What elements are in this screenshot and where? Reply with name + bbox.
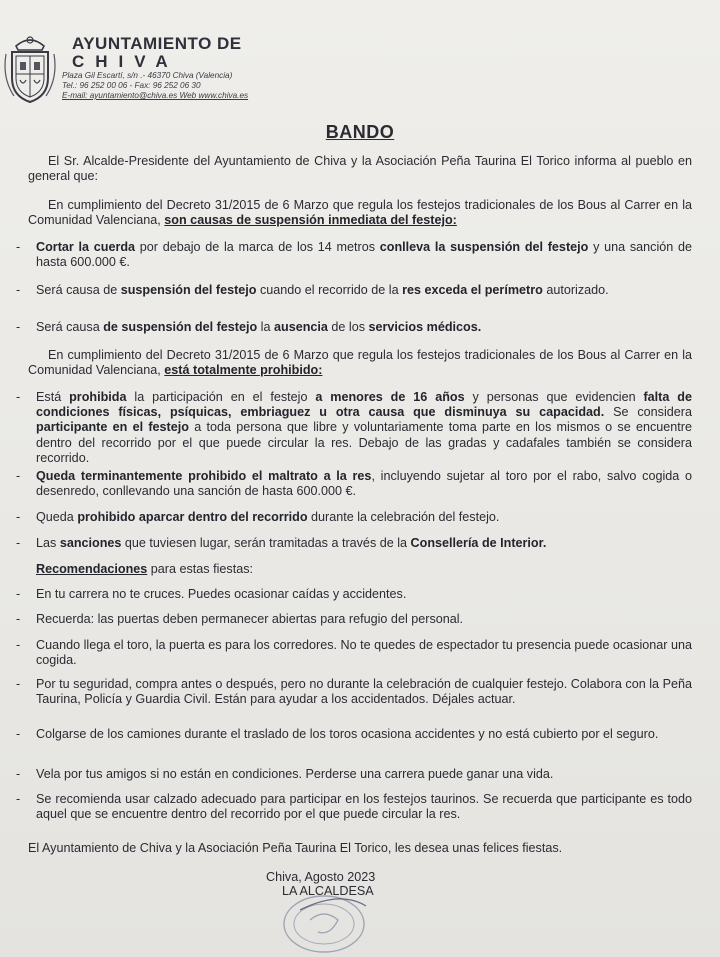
item-bold: ausencia [274, 320, 328, 334]
recommendation-item: Recuerda: las puertas deben permanecer abiertas para refugio del personal. [36, 612, 464, 626]
recommendations-heading [36, 562, 692, 577]
bullet-dash: - [16, 727, 21, 741]
org-name-line1: AYUNTAMIENTO DE [72, 34, 242, 53]
signature-place-date: Chiva, Agosto 2023 [266, 870, 376, 884]
item-text: que tuviesen lugar, serán tramitadas a través de la [121, 536, 411, 550]
section1-item-3 [36, 320, 692, 335]
item-bold: prohibido aparcar dentro del recorrido [77, 510, 308, 524]
item-bold: Queda terminantemente prohibido el maltrato a la res [36, 469, 372, 483]
item-text: Las [36, 536, 60, 550]
item-text: durante la celebración del festejo. [307, 510, 500, 524]
bullet-dash: - [16, 612, 21, 626]
item-bold: falta de condiciones físicas, psíquicas, embriaguez u otra causa que disminuya su capacidad. [36, 390, 692, 420]
bullet-dash: - [16, 283, 21, 297]
signature-role: LA ALCALDESA [282, 884, 374, 898]
item-text: Será causa de [36, 283, 121, 297]
item-text: autorizado. [542, 283, 609, 297]
item-text: de los [327, 320, 369, 334]
recommendation-item: Cuando llega el toro, la puerta es para los corredores. No te quedes de espectador tu presencia puede ocasionar una cogida. [36, 638, 693, 668]
section1-paragraph [28, 198, 692, 228]
item-bold: prohibida [69, 390, 127, 404]
bullet-dash: - [16, 320, 21, 334]
document-title: BANDO [325, 122, 395, 142]
item-bold: servicios médicos. [368, 320, 482, 334]
bullet-dash: - [16, 390, 21, 404]
item-text: la [257, 320, 274, 334]
recommendations-label: Recomendaciones [36, 562, 148, 576]
bullet-dash: - [16, 510, 21, 524]
bullet-dash: - [16, 469, 21, 483]
item-bold: Consellería de Interior. [410, 536, 547, 550]
item-text: y personas que evidencien [464, 390, 644, 404]
org-contact: E-mail: ayuntamiento@chiva.es Web www.chiva.es [62, 91, 249, 100]
item-text: la participación en el festejo [126, 390, 316, 404]
org-phone: Tel.: 96 252 00 06 - Fax: 96 252 06 30 [62, 81, 201, 90]
item-bold: participante en el festejo [36, 420, 189, 435]
intro-text: El Sr. Alcalde-Presidente del Ayuntamiento de Chiva y la Asociación Peña Taurina El Torico informa al pueblo en general que: [28, 154, 692, 184]
bullet-dash: - [16, 767, 21, 781]
bullet-dash: - [16, 638, 21, 652]
item-bold: conlleva la suspensión del festejo [379, 240, 589, 254]
item-text: por debajo de la marca de los 14 metros [135, 240, 380, 254]
recommendation-item: Colgarse de los camiones durante el traslado de los toros ocasiona accidentes y no está cubierto por el seguro. [36, 727, 659, 741]
item-bold: sanciones [59, 536, 122, 550]
recommendation-item: Se recomienda usar calzado adecuado para participar en los festejos taurinos. Se recuerda que participante es todo aquel que se encuentre dentro del recorrido por el que puede circular la res. [36, 792, 692, 822]
section2-item-3 [36, 510, 692, 525]
bullet-dash: - [16, 792, 21, 806]
bullet-dash: - [16, 240, 21, 254]
item-text: cuando el recorrido de la [256, 283, 403, 297]
item-text: Queda [36, 510, 78, 524]
item-bold: Cortar la cuerda [36, 240, 136, 254]
item-bold: res exceda el perímetro [402, 283, 543, 297]
intro-paragraph [28, 154, 692, 184]
org-address: Plaza Gil Escartí, s/n .- 46370 Chiva (Valencia) [62, 71, 233, 80]
recommendation-item: Vela por tus amigos si no están en condiciones. Perderse una carrera puede ganar una vida. [36, 767, 554, 781]
item-text: Se considera [604, 405, 692, 420]
closing-text: El Ayuntamiento de Chiva y la Asociación Peña Taurina El Torico, les desea unas felices fiestas. [28, 841, 563, 855]
bullet-dash: - [16, 536, 21, 550]
item-text: , incluyendo sujetar al toro por el rabo, salvo cogida o desenredo, conllevando una sanción de hasta 600.000 €. [36, 469, 692, 499]
recommendation-item: En tu carrera no te cruces. Puedes ocasionar caídas y accidentes. [36, 587, 407, 601]
section1-text: En cumplimiento del Decreto 31/2015 de 6 Marzo que regula los festejos tradicionales de los Bous al Carrer en la Comunidad Valenciana, [28, 198, 692, 228]
item-text: a toda persona que libre y voluntariamente toma parte en los mismos o se encuentre dentro del recorrido por el que puede circular la res. Debajo de las gradas y cadafales también se considera recorrido. [36, 420, 692, 465]
section2-text: En cumplimiento del Decreto 31/2015 de 6 Marzo que regula los festejos tradicionales de los Bous al Carrer en la Comunidad Valenciana, [28, 348, 692, 378]
item-bold: a menores de 16 años [315, 390, 465, 404]
item-text: Será causa [36, 320, 104, 334]
section1-item-1 [36, 240, 692, 270]
section1-emphasis: son causas de suspensión inmediata del festejo: [164, 213, 457, 228]
bullet-dash: - [16, 677, 21, 691]
item-text: Está [36, 390, 70, 404]
section2-item-4 [36, 536, 692, 551]
recommendation-item: Por tu seguridad, compra antes o después, pero no durante la celebración de cualquier festejo. Colabora con la Peña Taurina, Policía y Guardia Civil. Están para ayudar a los accidentados. Déjales actuar. [36, 677, 692, 707]
recommendations-heading-text: para estas fiestas: [147, 562, 253, 576]
coat-of-arms-icon [2, 34, 58, 106]
item-bold: suspensión del festejo [120, 283, 257, 297]
section2-emphasis: está totalmente prohibido: [164, 363, 323, 378]
section2-item-1 [36, 390, 692, 466]
item-bold: de suspensión del festejo [103, 320, 258, 334]
section2-item-2 [36, 469, 692, 499]
org-name-line2: CHIVA [72, 52, 179, 71]
section2-paragraph [28, 348, 692, 378]
bullet-dash: - [16, 587, 21, 601]
section1-item-2 [36, 283, 692, 298]
item-text: y una sanción de hasta 600.000 €. [36, 240, 692, 270]
